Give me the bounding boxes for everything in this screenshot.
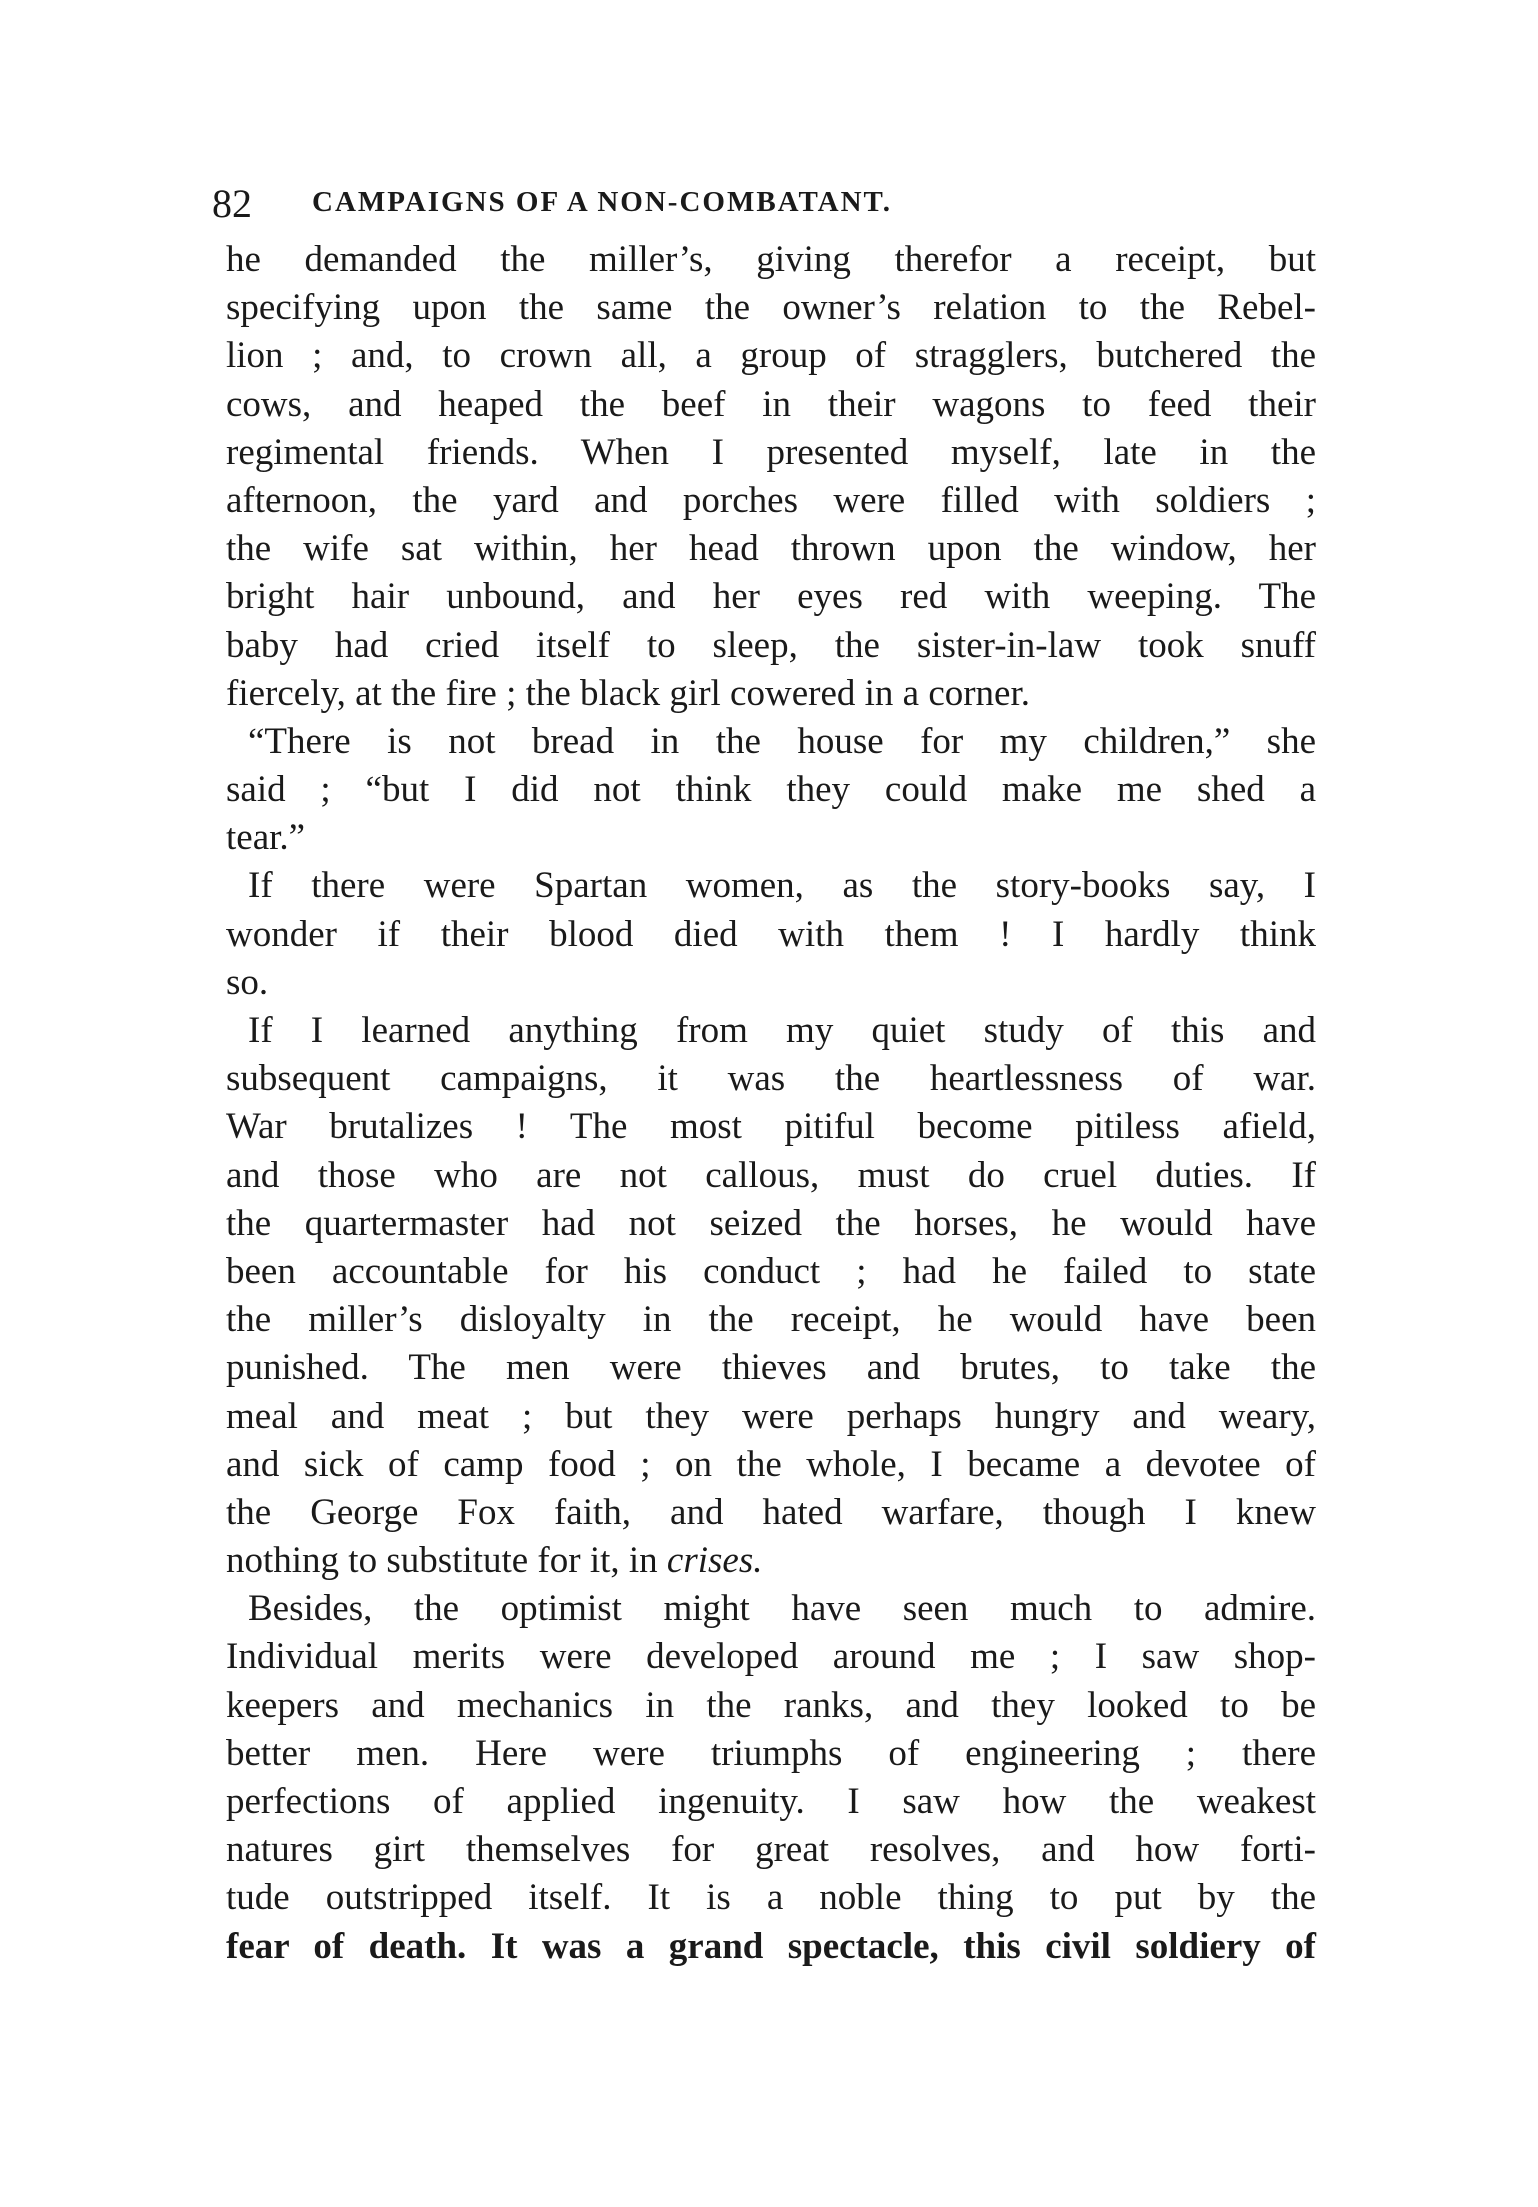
line-text: Besides, the optimist might have seen much to admire. <box>248 1588 1316 1630</box>
line-text: specifying upon the same the owner’s relation to the Rebel- <box>226 287 1316 329</box>
line-text: wonder if their blood died with them ! I hardly think <box>226 913 1316 955</box>
text-line <box>226 911 1316 959</box>
text-line <box>226 1633 1316 1681</box>
text-line <box>226 284 1316 332</box>
text-line <box>226 1152 1316 1200</box>
text-line <box>226 1778 1316 1826</box>
italic-word: crises. <box>666 1540 763 1582</box>
line-text: and those who are not callous, must do cruel duties. If <box>226 1154 1316 1196</box>
line-text: the George Fox faith, and hated warfare, though I knew <box>226 1491 1316 1533</box>
line-text: Individual merits were developed around me ; I saw shop- <box>226 1636 1316 1678</box>
line-text: “There is not bread in the house for my children,” she <box>248 720 1316 762</box>
text-line <box>226 670 1316 718</box>
line-text: the miller’s disloyalty in the receipt, he would have been <box>226 1299 1316 1341</box>
text-line <box>226 1248 1316 1296</box>
line-text: If there were Spartan women, as the story-books say, I <box>248 865 1316 907</box>
text-line <box>226 1826 1316 1874</box>
text-line <box>226 1682 1316 1730</box>
line-text: keepers and mechanics in the ranks, and they looked to be <box>226 1684 1316 1726</box>
line-text: perfections of applied ingenuity. I saw how the weakest <box>226 1781 1316 1822</box>
text-line <box>226 1393 1316 1441</box>
text-line <box>226 1441 1316 1489</box>
line-text: so. <box>226 961 269 1003</box>
text-line <box>226 1537 1316 1585</box>
text-line <box>226 332 1316 380</box>
line-text: tude outstripped itself. It is a noble thing to put by the <box>226 1877 1316 1919</box>
text-line <box>226 1007 1316 1055</box>
line-text: natures girt themselves for great resolves, and how forti- <box>226 1829 1316 1871</box>
line-text: said ; “but I did not think they could make me shed a <box>226 769 1316 811</box>
line-text: subsequent campaigns, it was the heartlessness of war. <box>226 1058 1316 1100</box>
line-text: baby had cried itself to sleep, the sister-in-law took snuff <box>226 624 1316 666</box>
line-text: lion ; and, to crown all, a group of stragglers, butchered the <box>226 335 1316 377</box>
line-text: fiercely, at the fire ; the black girl cowered in a corner. <box>226 672 1031 714</box>
text-line <box>226 1296 1316 1344</box>
text-line <box>226 1200 1316 1248</box>
text-line <box>226 1344 1316 1392</box>
text-line <box>226 1055 1316 1103</box>
line-text: afternoon, the yard and porches were filled with soldiers ; <box>226 479 1316 521</box>
running-title: CAMPAIGNS OF A NON-COMBATANT. <box>312 186 892 218</box>
body-text <box>226 236 1316 1971</box>
text-line <box>226 959 1316 1007</box>
text-line <box>226 1874 1316 1922</box>
text-line <box>226 429 1316 477</box>
line-text: If I learned anything from my quiet study of this and <box>248 1010 1316 1051</box>
line-text: bright hair unbound, and her eyes red with weeping. The <box>226 576 1316 618</box>
line-text: the wife sat within, her head thrown upon the window, her <box>226 528 1316 570</box>
line-text: been accountable for his conduct ; had he failed to state <box>226 1250 1316 1292</box>
text-line <box>226 1585 1316 1633</box>
line-text: nothing to substitute for it, in <box>226 1540 667 1582</box>
text-line <box>226 766 1316 814</box>
text-line <box>226 1489 1316 1537</box>
text-line <box>226 814 1316 862</box>
line-text: punished. The men were thieves and brutes, to take the <box>226 1347 1316 1389</box>
text-line <box>226 862 1316 910</box>
text-line <box>226 477 1316 525</box>
text-line <box>226 1730 1316 1778</box>
text-line <box>226 525 1316 573</box>
text-line <box>226 1923 1316 1971</box>
line-text: fear of death. It was a grand spectacle, this civil soldiery of <box>226 1925 1316 1967</box>
running-head <box>212 180 1322 230</box>
text-line <box>226 236 1316 284</box>
line-text: meal and meat ; but they were perhaps hungry and weary, <box>226 1395 1316 1437</box>
text-line <box>226 1103 1316 1151</box>
line-text: tear.” <box>226 817 306 859</box>
line-text: better men. Here were triumphs of engineering ; there <box>226 1732 1316 1774</box>
text-line <box>226 381 1316 429</box>
line-text: he demanded the miller’s, giving therefor a receipt, but <box>226 239 1316 280</box>
line-text: War brutalizes ! The most pitiful become pitiless afield, <box>226 1106 1316 1148</box>
text-line <box>226 718 1316 766</box>
line-text: the quartermaster had not seized the horses, he would have <box>226 1202 1316 1244</box>
text-line <box>226 622 1316 670</box>
page-number: 82 <box>212 181 252 226</box>
text-line <box>226 573 1316 621</box>
line-text: regimental friends. When I presented myself, late in the <box>226 431 1316 473</box>
line-text: cows, and heaped the beef in their wagons to feed their <box>226 383 1316 425</box>
line-text: and sick of camp food ; on the whole, I became a devotee of <box>226 1443 1316 1485</box>
